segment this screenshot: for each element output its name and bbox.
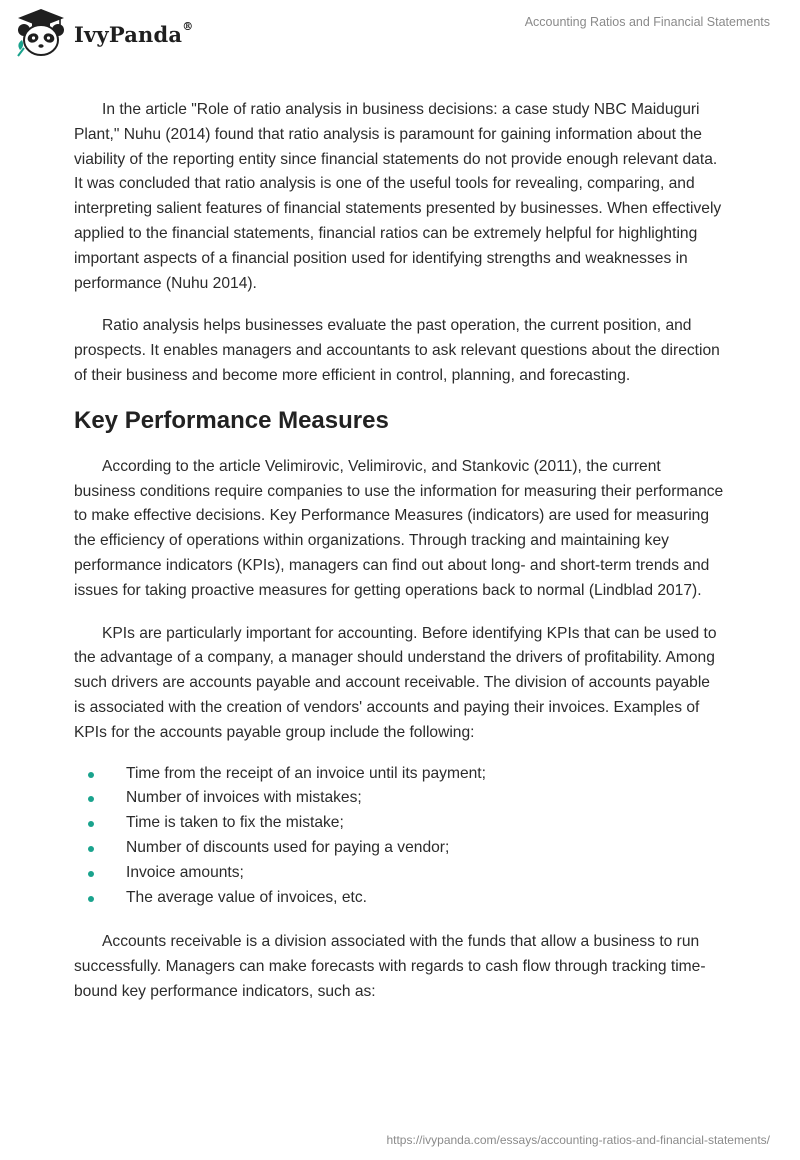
bullet-icon	[88, 772, 94, 778]
page-header	[0, 0, 800, 70]
panda-icon	[12, 6, 70, 60]
bullet-icon	[88, 846, 94, 852]
paragraph: In the article "Role of ratio analysis in business decisions: a case study NBC Maiduguri Plant," Nuhu (2014) found that ratio analysis is paramount for gaining information about the viability of the reporting entity since financial statements do not provide enough relevant data. It was concluded that ratio analysis is one of the useful tools for revealing, comparing, and interpreting salient features of financial statements presented by businesses. When effectively applied to the financial statements, financial ratios can be extremely helpful for highlighting important aspects of a financial position used for identifying strengths and weaknesses in performance (Nuhu 2014).	[74, 101, 722, 292]
section-heading: Key Performance Measures	[74, 406, 389, 434]
bullet-icon	[88, 871, 94, 877]
list-item-text: Number of invoices with mistakes;	[126, 789, 362, 807]
list-item-text: Time from the receipt of an invoice until its payment;	[126, 764, 486, 782]
logo-wordmark	[74, 19, 194, 47]
paragraph: Ratio analysis helps businesses evaluate the past operation, the current position, and prospects. It enables managers and accountants to ask relevant questions about the direction of their business and become more efficient in control, planning, and forecasting.	[74, 317, 720, 384]
list-item	[74, 811, 724, 836]
bullet-icon	[88, 821, 94, 827]
paragraph: According to the article Velimirovic, Velimirovic, and Stankovic (2011), the current business conditions require companies to use the information for measuring their performance to make effective decisions. Key Performance Measures (indicators) are used for measuring the efficiency of operations within organizations. Through tracking and maintaining key performance indicators (KPIs), managers can find out about long- and short-term trends and issues for taking proactive measures for getting operations back to normal (Lindblad 2017).	[74, 457, 724, 599]
registered-mark: ®	[182, 19, 194, 33]
kpi-list	[74, 762, 724, 911]
ivypanda-logo[interactable]	[12, 6, 193, 60]
paragraph: Accounts receivable is a division associated with the funds that allow a business to run successfully. Managers can make forecasts with regards to cash flow through tracking time-bound key performance indicators, such as:	[74, 933, 706, 1000]
list-item	[74, 786, 724, 811]
article-body	[74, 98, 724, 1023]
list-item	[74, 886, 724, 911]
paragraph: KPIs are particularly important for accounting. Before identifying KPIs that can be used to the advantage of a company, a manager should understand the drivers of profitability. Among such drivers are accounts payable and account receivable. The division of accounts payable is associated with the creation of vendors' accounts and paying their invoices. Examples of KPIs for the accounts payable group include the following:	[74, 624, 717, 741]
logo-text: IvyPanda	[74, 21, 183, 47]
list-item	[74, 861, 724, 886]
list-item	[74, 762, 724, 787]
list-item-text: Invoice amounts;	[126, 863, 244, 881]
list-item-text: Number of discounts used for paying a vendor;	[126, 838, 450, 856]
list-item-text: Time is taken to fix the mistake;	[126, 814, 344, 832]
list-item-text: The average value of invoices, etc.	[126, 888, 367, 906]
list-item	[74, 836, 724, 861]
bullet-icon	[88, 896, 94, 902]
document-title: Accounting Ratios and Financial Statements	[524, 15, 770, 29]
source-url-link[interactable]: https://ivypanda.com/essays/accounting-ratios-and-financial-statements/	[386, 1133, 770, 1147]
bullet-icon	[88, 796, 94, 802]
